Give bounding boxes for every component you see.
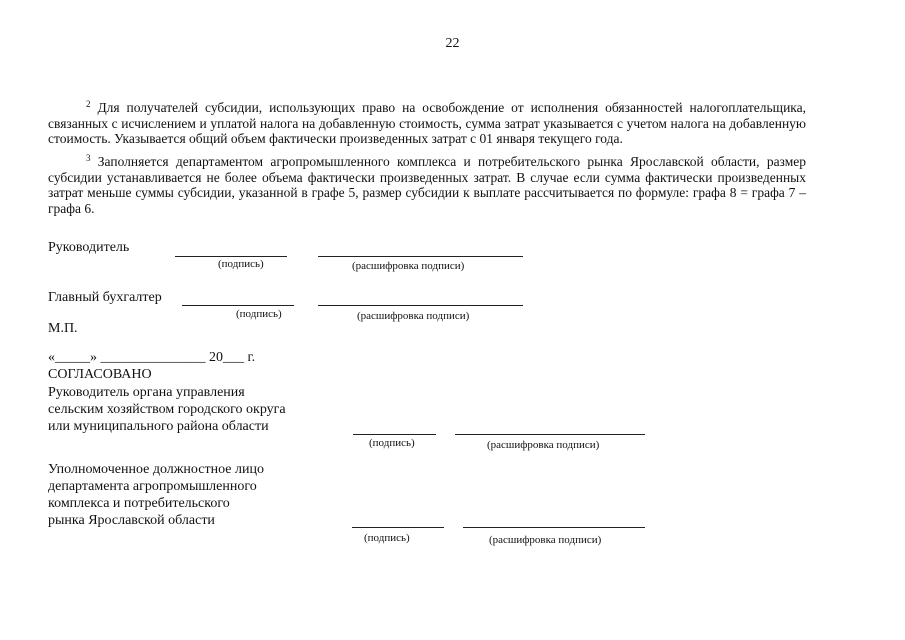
official-name-line[interactable] [463, 527, 645, 528]
accountant-label: Главный бухгалтер [48, 290, 162, 305]
official-sign-caption: (подпись) [364, 532, 410, 544]
org-head-line: сельским хозяйством городского округа [48, 402, 286, 417]
head-label: Руководитель [48, 240, 130, 255]
footnote-mark: 3 [86, 153, 91, 163]
accountant-name-line[interactable] [318, 305, 523, 306]
head-name-line[interactable] [318, 256, 523, 257]
official-line: комплекса и потребительского [48, 496, 230, 511]
footnote-3 [48, 154, 806, 216]
date-line[interactable]: «_____» _______________ 20___ г. [48, 350, 256, 365]
official-line: рынка Ярославской области [48, 513, 215, 528]
org-head-label [48, 384, 286, 435]
stamp-label: М.П. [48, 321, 78, 336]
head-name-caption: (расшифровка подписи) [352, 260, 465, 272]
head-sign-caption: (подпись) [218, 258, 264, 270]
accountant-name-caption: (расшифровка подписи) [357, 310, 470, 322]
page-number: 22 [445, 36, 460, 51]
approval-title: СОГЛАСОВАНО [48, 367, 152, 382]
footnote-text: Для получателей субсидии, использующих право на освобождение от исполнения обязанностей налогоплательщика, связанных с исчислением и уплатой налога на добавленную стоимость, сумма затрат указывается с учетом налога на добавленную стоимость. Указывается общий объем фактически произведенных затрат с 01 января текущего года. [48, 100, 807, 146]
official-signature-line[interactable] [352, 527, 444, 528]
head-signature-line[interactable] [175, 256, 287, 257]
org-head-name-line[interactable] [455, 434, 645, 435]
org-head-line: Руководитель органа управления [48, 385, 245, 400]
org-head-signature-line[interactable] [353, 434, 436, 435]
footnote-2 [48, 100, 806, 147]
footnote-mark: 2 [86, 99, 91, 109]
footnote-text: Заполняется департаментом агропромышленного комплекса и потребительского рынка Ярославской области, размер субсидии устанавливается не более объема фактически произведенных затрат. В случае если сумма фактически произведенных затрат меньше суммы субсидии, указанной в графе 5, размер субсидии к выплате рассчитывается по формуле: графа 8 = графа 7 – графа 6. [48, 154, 806, 216]
accountant-signature-line[interactable] [182, 305, 294, 306]
official-line: департамента агропромышленного [48, 479, 257, 494]
official-line: Уполномоченное должностное лицо [48, 462, 264, 477]
org-head-name-caption: (расшифровка подписи) [487, 439, 600, 451]
org-head-line: или муниципального района области [48, 419, 269, 434]
official-label [48, 461, 264, 529]
official-name-caption: (расшифровка подписи) [489, 534, 602, 546]
accountant-sign-caption: (подпись) [236, 308, 282, 320]
org-head-sign-caption: (подпись) [369, 437, 415, 449]
